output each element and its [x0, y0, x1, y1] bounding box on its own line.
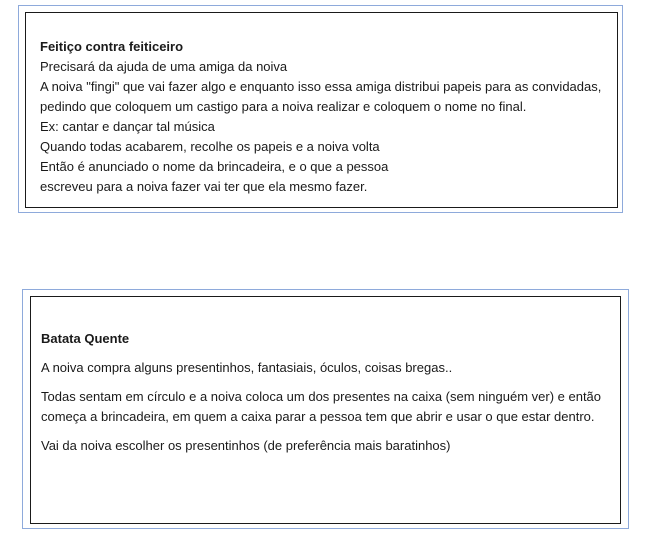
- game-2-paragraph-3: Vai da noiva escolher os presentinhos (de preferência mais baratinhos): [41, 438, 451, 453]
- game-2-paragraph-1: A noiva compra alguns presentinhos, fantasiais, óculos, coisas bregas..: [41, 360, 453, 375]
- game-1-line-7: escreveu para a noiva fazer vai ter que ela mesmo fazer.: [40, 179, 368, 194]
- game-2-content: [41, 329, 611, 465]
- game-1-content: [40, 37, 620, 197]
- game-1-line-5: Quando todas acabarem, recolhe os papeis e a noiva volta: [40, 139, 380, 154]
- game-2-paragraph-2: Todas sentam em círculo e a noiva coloca um dos presentes na caixa (sem ninguém ver) e então começa a brincadeira, em quem a caixa parar a pessoa tem que abrir e usar o que estar dentro.: [41, 389, 602, 424]
- game-2-title: Batata Quente: [41, 331, 130, 346]
- game-1-line-2: A noiva "fingi" que vai fazer algo e enquanto isso essa amiga distribui papeis para as convidadas,: [40, 79, 602, 94]
- game-1-line-1: Precisará da ajuda de uma amiga da noiva: [40, 59, 288, 74]
- game-1-title: Feitiço contra feiticeiro: [40, 39, 184, 54]
- game-1-line-3: pedindo que coloquem um castigo para a noiva realizar e coloquem o nome no final.: [40, 99, 527, 114]
- game-1-line-4: Ex: cantar e dançar tal música: [40, 119, 215, 134]
- game-1-line-6: Então é anunciado o nome da brincadeira, e o que a pessoa: [40, 159, 389, 174]
